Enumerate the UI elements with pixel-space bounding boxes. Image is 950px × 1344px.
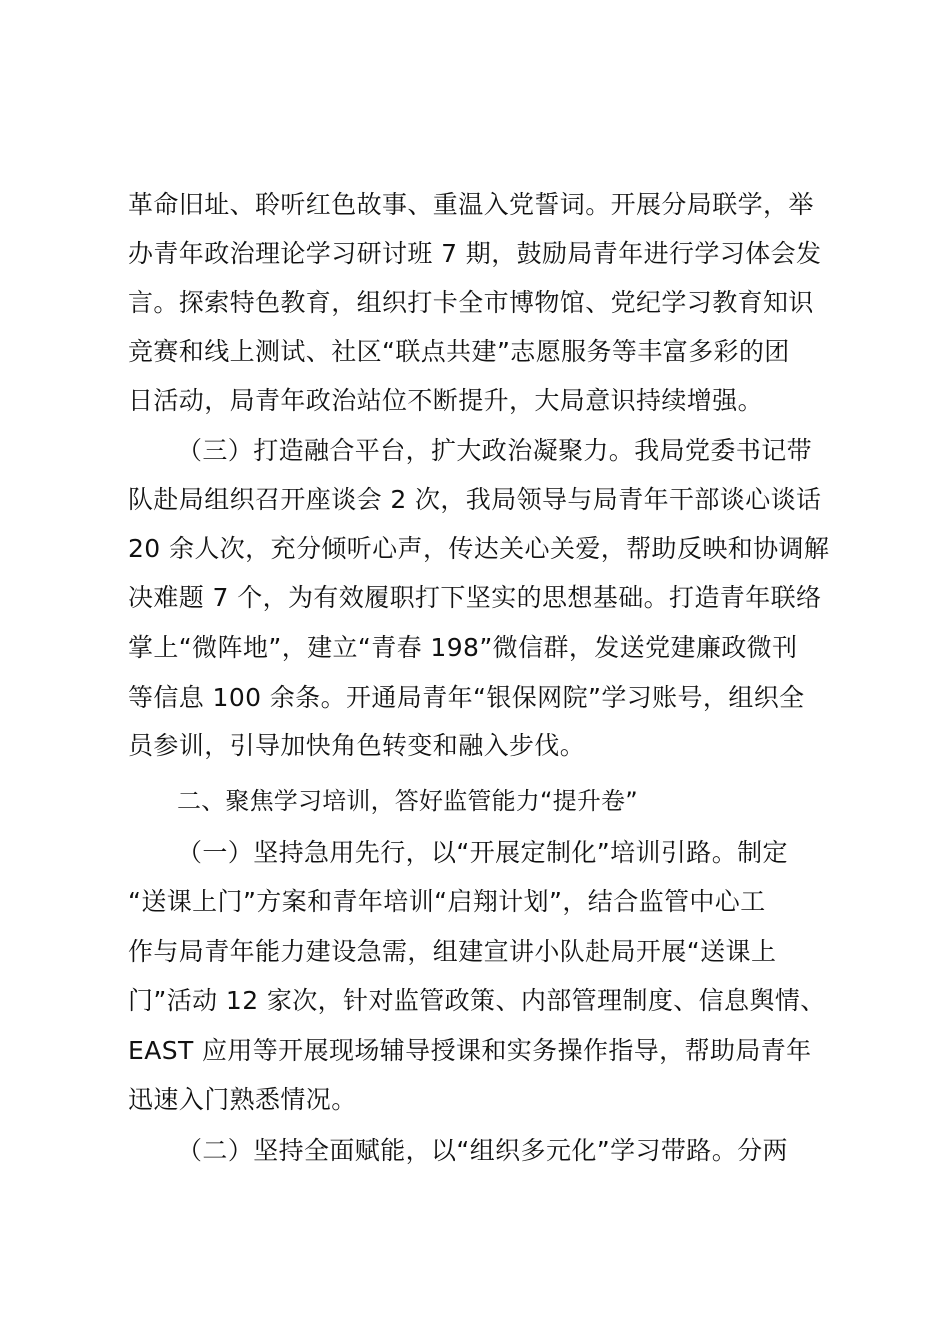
paragraph-line-16: 作与局青年能力建设急需，组建宣讲小队赴局开展“送课上 [128,937,777,966]
paragraph-line-7: 队赴局组织召开座谈会 2 次，我局领导与局青年干部谈心谈话 [128,485,822,514]
section-heading-2: 二、聚焦学习培训，答好监管能力“提升卷” [177,787,638,815]
paragraph-line-18: EAST 应用等开展现场辅导授课和实务操作指导，帮助局青年 [128,1036,812,1065]
paragraph-line-3: 言。探索特色教育，组织打卡全市博物馆、党纪学习教育知识 [128,288,814,317]
paragraph-line-8: 20 余人次，充分倾听心声，传达关心关爱，帮助反映和协调解 [128,534,830,563]
paragraph-line-9: 决难题 7 个，为有效履职打下坚实的思想基础。打造青年联络 [128,583,822,612]
paragraph-line-19: 迅速入门熟悉情况。 [128,1085,357,1114]
paragraph-line-12: 员参训，引导加快角色转变和融入步伐。 [128,731,586,760]
subheading-2: （二）坚持全面赋能，以“组织多元化”学习带路。分两 [177,1136,788,1165]
subheading-3: （三）打造融合平台，扩大政治凝聚力。我局党委书记带 [177,436,813,465]
paragraph-line-11: 等信息 100 余条。开通局青年“银保网院”学习账号，组织全 [128,683,805,712]
subheading-1: （一）坚持急用先行，以“开展定制化”培训引路。制定 [177,838,788,867]
paragraph-line-2: 办青年政治理论学习研讨班 7 期，鼓励局青年进行学习体会发 [128,239,822,268]
paragraph-line-1: 革命旧址、聆听红色故事、重温入党誓词。开展分局联学，举 [128,190,814,219]
paragraph-line-17: 门”活动 12 家次，针对监管政策、内部管理制度、信息舆情、 [128,986,826,1015]
paragraph-line-4: 竞赛和线上测试、社区“联点共建”志愿服务等丰富多彩的团 [128,337,790,366]
paragraph-line-5: 日活动，局青年政治站位不断提升，大局意识持续增强。 [128,386,764,415]
paragraph-line-10: 掌上“微阵地”，建立“青春 198”微信群，发送党建廉政微刊 [128,633,798,662]
paragraph-line-15: “送课上门”方案和青年培训“启翔计划”，结合监管中心工 [128,887,766,916]
